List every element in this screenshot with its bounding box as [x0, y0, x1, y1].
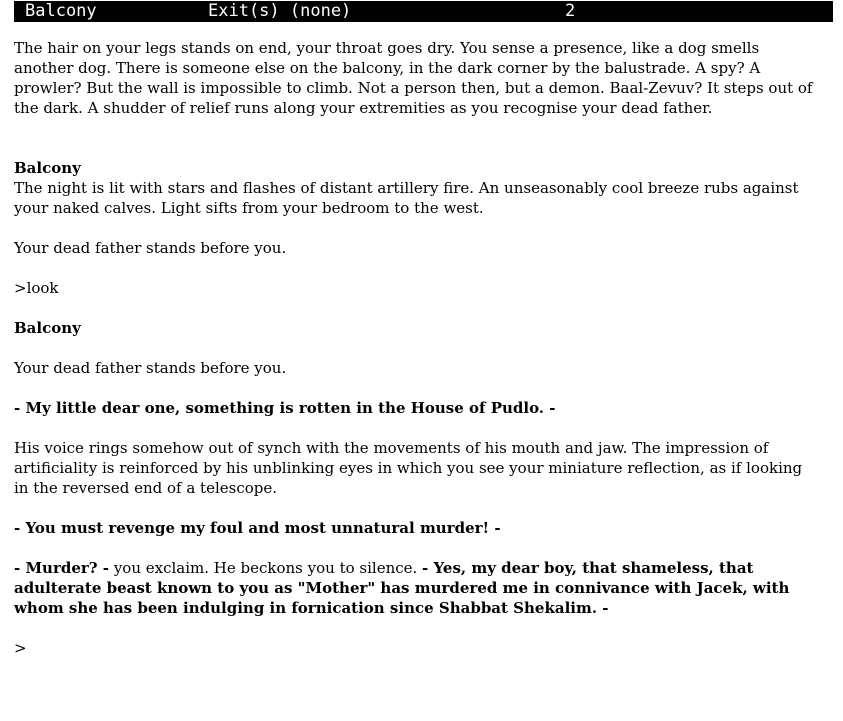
status-turn-counter: 2 — [565, 1, 576, 21]
status-bar — [14, 1, 833, 22]
murder-exclaim-bold: - Murder? - — [14, 559, 110, 577]
room-heading: Balcony — [14, 159, 81, 177]
game-transcript — [14, 22, 829, 658]
murder-narration: you exclaim. He beckons you to silence. — [109, 559, 423, 577]
room-description-block — [14, 158, 816, 218]
story-paragraph-murder — [14, 558, 816, 618]
father-presence-line: Your dead father stands before you. — [14, 239, 287, 257]
command-echo: >look — [14, 279, 59, 297]
room-heading: Balcony — [14, 319, 81, 337]
command-prompt[interactable]: > — [14, 639, 27, 657]
father-quote-rotten: - My little dear one, something is rotten in the House of Pudlo. - — [14, 399, 556, 417]
status-room-name: Balcony — [25, 1, 97, 21]
room-description: The night is lit with stars and flashes of distant artillery fire. An unseasonably cool breeze rubs against your naked calves. Light sifts from your bedroom to the west. — [14, 179, 799, 217]
father-quote-revenge: - You must revenge my foul and most unnatural murder! - — [14, 519, 501, 537]
father-quote-mother: - Yes, my dear boy, that shameless, that adulterate beast known to you as "Mother" has murdered me in connivance with Jacek, with whom she has been indulging in fornication since Shabbat Shekalim. - — [14, 559, 790, 617]
father-presence-line: Your dead father stands before you. — [14, 359, 287, 377]
story-paragraph-presence: The hair on your legs stands on end, your throat goes dry. You sense a presence, like a dog smells another dog. There is someone else on the balcony, in the dark corner by the balustrade. A spy? A prowler? But the wall is impossible to climb. Not a person then, but a demon. Baal-Zevuv? It steps out of the dark. A shudder of relief runs along your extremities as you recognise your dead father. — [14, 39, 813, 117]
status-exits-label: Exit(s) (none) — [208, 1, 352, 21]
story-paragraph-voice: His voice rings somehow out of synch with the movements of his mouth and jaw. The impression of artificiality is reinforced by his unblinking eyes in which you see your miniature reflection, as if looking in the reversed end of a telescope. — [14, 439, 803, 497]
